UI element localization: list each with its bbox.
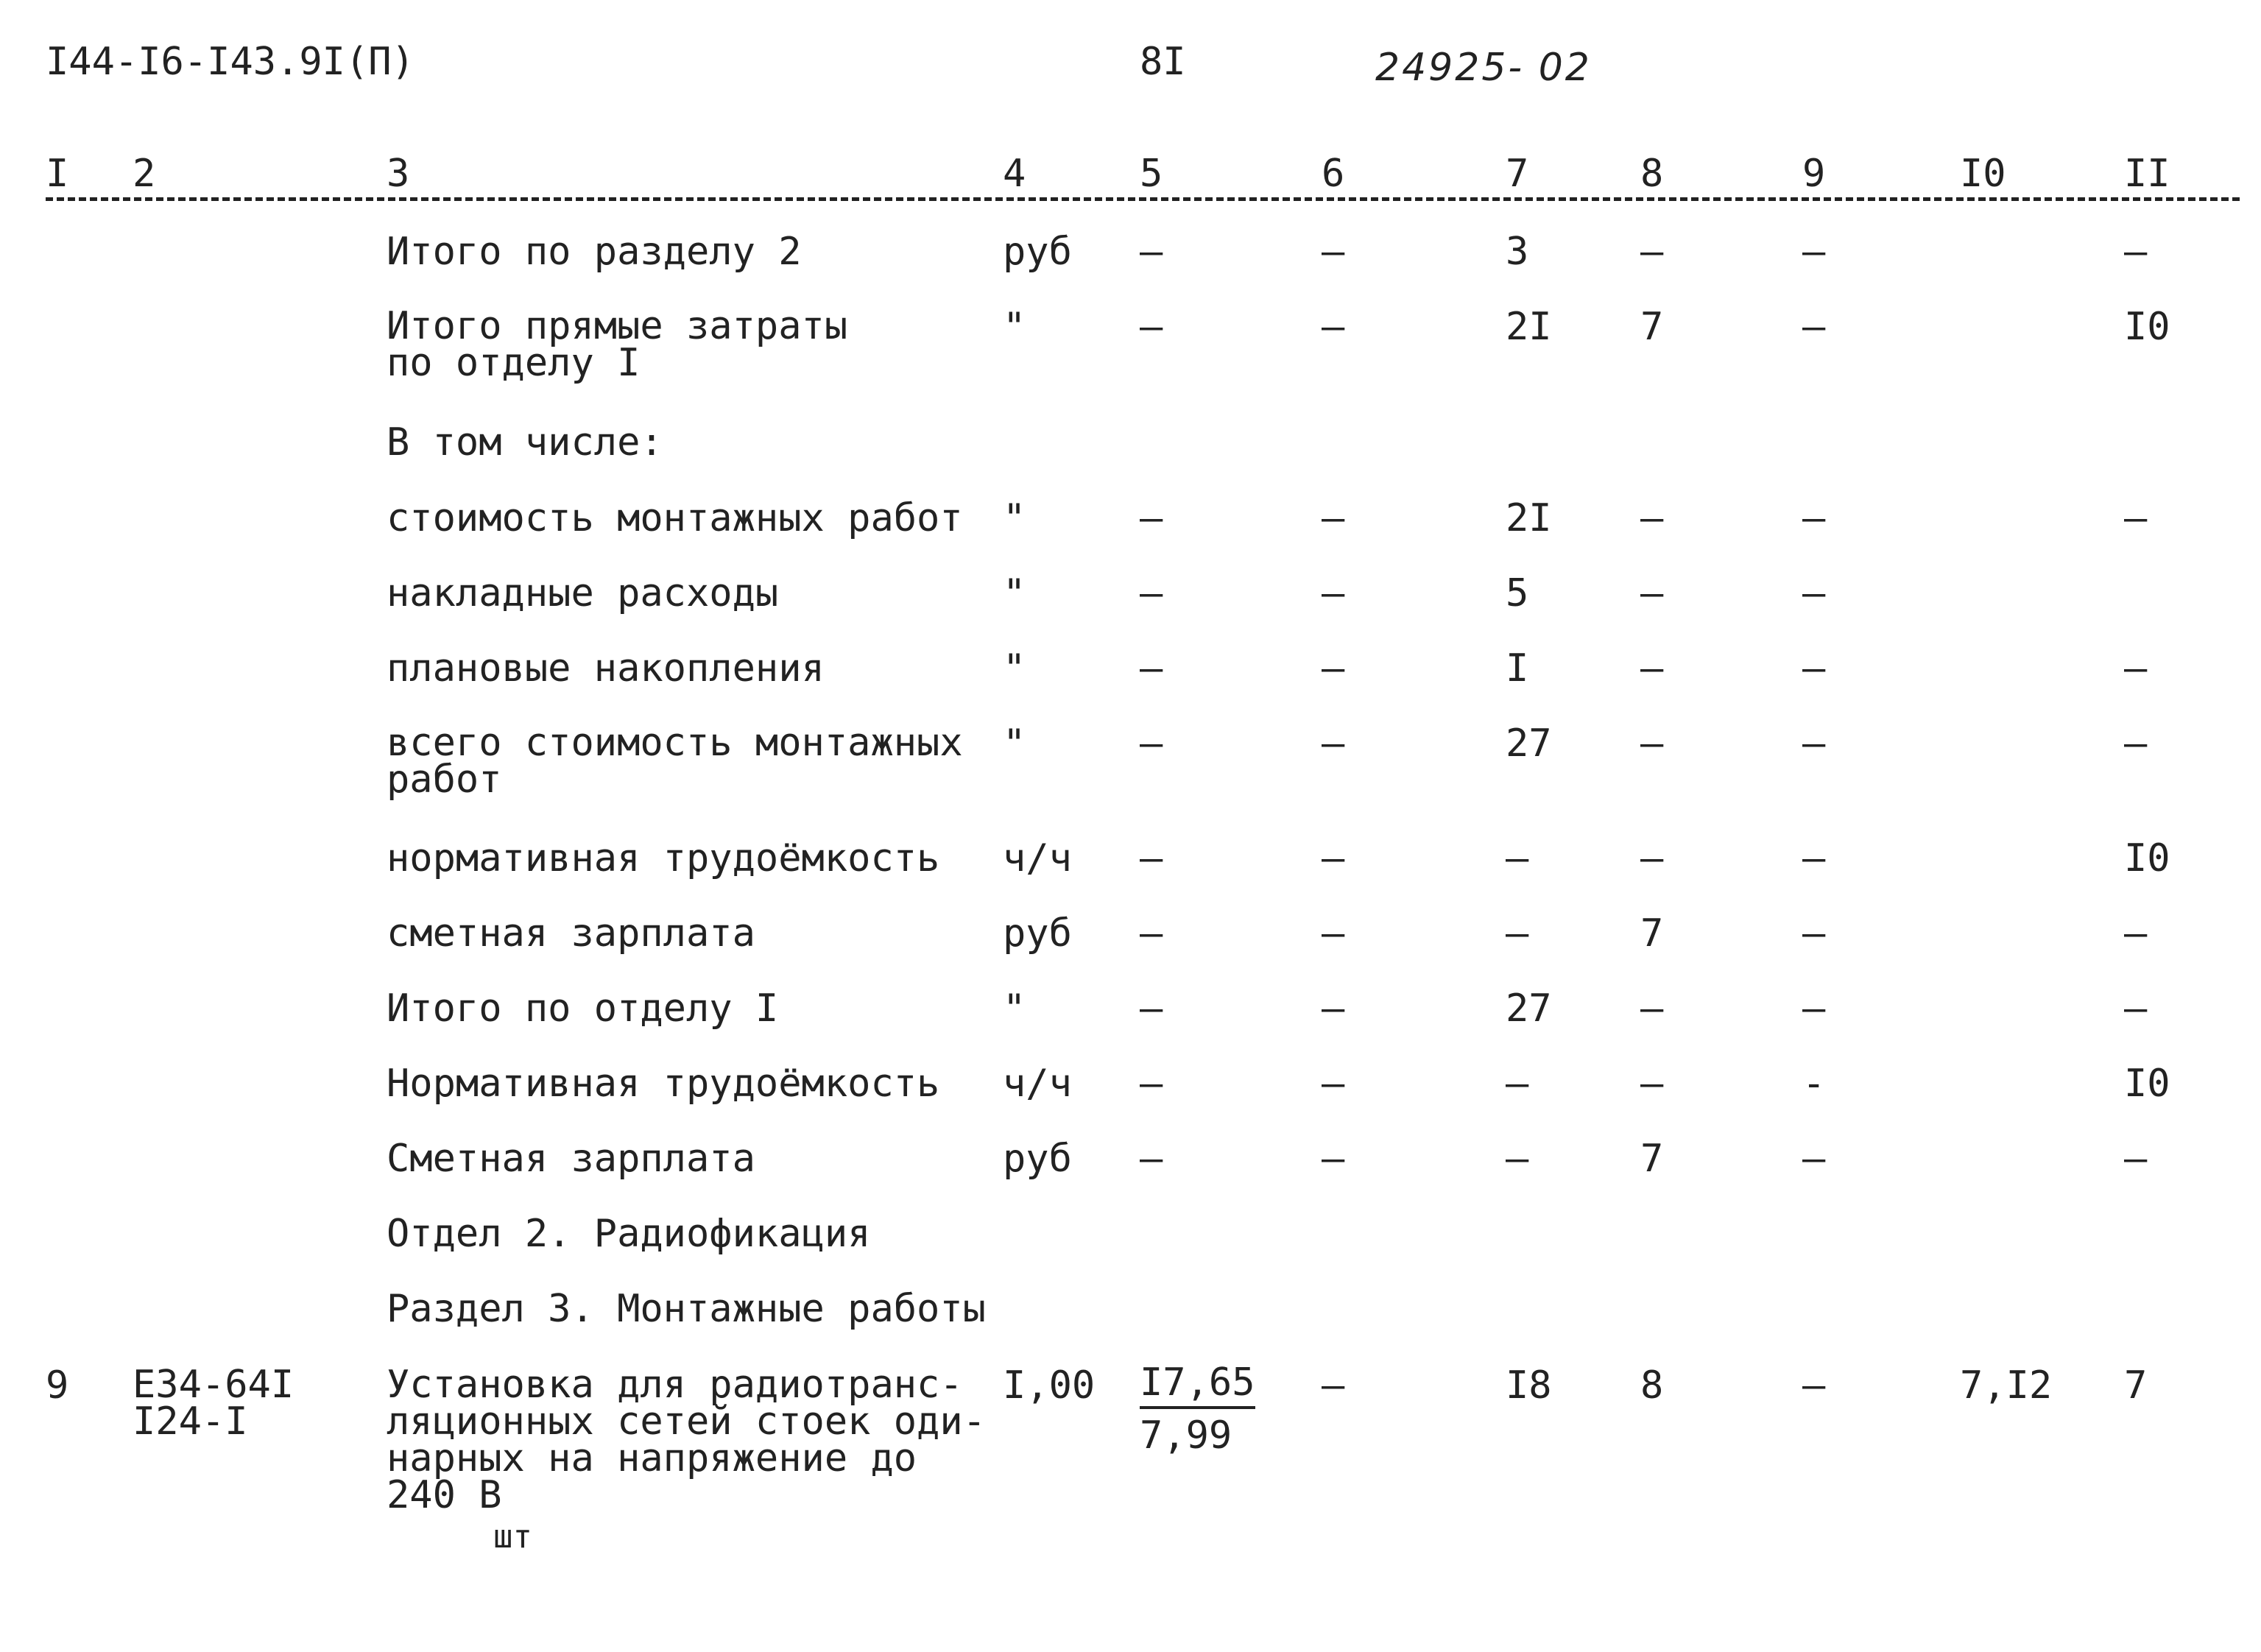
row-10-col9: -	[1802, 1062, 1826, 1106]
row-10-description: Нормативная трудоёмкость	[387, 1062, 940, 1106]
row-1-col5: –	[1140, 305, 1163, 349]
row-11-description: Сметная зарплата	[387, 1137, 755, 1181]
row-3-col7: 2I	[1506, 496, 1552, 540]
row-14-number: 9	[46, 1363, 69, 1408]
col-header-3: 3	[387, 152, 410, 196]
row-4-col7: 5	[1506, 571, 1529, 615]
row-10-col8: –	[1640, 1062, 1664, 1106]
row-4-col6: –	[1322, 571, 1345, 615]
row-6-col9: –	[1802, 721, 1826, 766]
row-9-unit: "	[1003, 986, 1026, 1031]
row-5-col9: –	[1802, 646, 1826, 691]
row-2-description: В том числе:	[387, 420, 663, 465]
row-9-col6: –	[1322, 986, 1345, 1031]
row-11-col6: –	[1322, 1137, 1345, 1181]
col-header-11: II	[2124, 152, 2170, 196]
col-header-6: 6	[1322, 152, 1345, 196]
row-6-description: всего стоимость монтажных работ	[387, 721, 963, 802]
row-13-description: Раздел 3. Монтажные работы	[387, 1287, 986, 1331]
row-8-col6: –	[1322, 911, 1345, 956]
row-9-col7: 27	[1506, 986, 1552, 1031]
row-9-col8: –	[1640, 986, 1664, 1031]
row-4-col9: –	[1802, 571, 1826, 615]
row-11-col9: –	[1802, 1137, 1826, 1181]
row-14-col5-numerator: I7,65	[1140, 1363, 1255, 1409]
col-header-4: 4	[1003, 152, 1026, 196]
row-10-col5: –	[1140, 1062, 1163, 1106]
row-0-col11: –	[2124, 230, 2148, 274]
row-14-code: Е34-64I I24-I	[133, 1363, 294, 1444]
row-3-col11: –	[2124, 496, 2148, 540]
row-7-col11: I0	[2124, 836, 2170, 880]
row-0-col6: –	[1322, 230, 1345, 274]
row-5-unit: "	[1003, 646, 1026, 691]
row-0-unit: руб	[1003, 230, 1072, 274]
row-0-description: Итого по разделу 2	[387, 230, 802, 274]
row-10-col11: I0	[2124, 1062, 2170, 1106]
row-0-col7: 3	[1506, 230, 1529, 274]
page-number: 8I	[1140, 40, 1186, 84]
col-header-8: 8	[1640, 152, 1664, 196]
row-3-col5: –	[1140, 496, 1163, 540]
row-0-col8: –	[1640, 230, 1664, 274]
row-10-unit: ч/ч	[1003, 1062, 1072, 1106]
row-7-col8: –	[1640, 836, 1664, 880]
row-5-col5: –	[1140, 646, 1163, 691]
row-5-col11: –	[2124, 646, 2148, 691]
row-5-description: плановые накопления	[387, 646, 825, 691]
row-8-unit: руб	[1003, 911, 1072, 956]
row-4-col5: –	[1140, 571, 1163, 615]
row-7-col5: –	[1140, 836, 1163, 880]
row-1-col8: 7	[1640, 305, 1664, 349]
row-10-col7: –	[1506, 1062, 1529, 1106]
row-7-col6: –	[1322, 836, 1345, 880]
registration-stamp: 24925- 02	[1375, 46, 1592, 90]
row-4-unit: "	[1003, 571, 1026, 615]
row-8-col7: –	[1506, 911, 1529, 956]
col-header-5: 5	[1140, 152, 1163, 196]
row-4-col8: –	[1640, 571, 1664, 615]
row-5-col6: –	[1322, 646, 1345, 691]
row-8-description: сметная зарплата	[387, 911, 755, 956]
row-1-col7: 2I	[1506, 305, 1552, 349]
row-6-col6: –	[1322, 721, 1345, 766]
row-7-description: нормативная трудоёмкость	[387, 836, 940, 880]
row-6-col5: –	[1140, 721, 1163, 766]
row-8-col11: –	[2124, 911, 2148, 956]
row-0-col9: –	[1802, 230, 1826, 274]
row-11-unit: руб	[1003, 1137, 1072, 1181]
row-1-unit: "	[1003, 305, 1026, 349]
row-14-col8: 8	[1640, 1363, 1664, 1408]
row-14-quantity: I,00	[1003, 1363, 1096, 1408]
col-header-10: I0	[1960, 152, 2006, 196]
row-3-col6: –	[1322, 496, 1345, 540]
col-header-9: 9	[1802, 152, 1826, 196]
row-7-col9: –	[1802, 836, 1826, 880]
row-1-col9: –	[1802, 305, 1826, 349]
row-14-col6: –	[1322, 1363, 1345, 1408]
row-5-col7: I	[1506, 646, 1529, 691]
row-3-unit: "	[1003, 496, 1026, 540]
row-14-col5-fraction	[1140, 1360, 1255, 1458]
row-14-col9: –	[1802, 1363, 1826, 1408]
row-14-description: Установка для радиотранс- ляционных сетей стоек оди- нарных на напряжение до 240 В	[387, 1363, 986, 1517]
row-9-col11: –	[2124, 986, 2148, 1031]
row-10-col6: –	[1322, 1062, 1345, 1106]
header-divider	[46, 197, 2240, 201]
row-11-col7: –	[1506, 1137, 1529, 1181]
row-12-description: Отдел 2. Радиофикация	[387, 1212, 871, 1256]
row-1-description: Итого прямые затраты по отделу I	[387, 304, 848, 385]
row-9-col5: –	[1140, 986, 1163, 1031]
row-1-col11: I0	[2124, 305, 2170, 349]
row-8-col9: –	[1802, 911, 1826, 956]
row-6-col7: 27	[1506, 721, 1552, 766]
row-11-col11: –	[2124, 1137, 2148, 1181]
row-0-col5: –	[1140, 230, 1163, 274]
row-6-col11: –	[2124, 721, 2148, 766]
row-5-col8: –	[1640, 646, 1664, 691]
row-14-col5-denominator: 7,99	[1140, 1413, 1232, 1458]
row-3-description: стоимость монтажных работ	[387, 496, 963, 540]
row-9-col9: –	[1802, 986, 1826, 1031]
row-8-col5: –	[1140, 911, 1163, 956]
row-7-unit: ч/ч	[1003, 836, 1072, 880]
row-6-col8: –	[1640, 721, 1664, 766]
col-header-7: 7	[1506, 152, 1529, 196]
row-11-col8: 7	[1640, 1137, 1664, 1181]
unit-note: шт	[493, 1518, 532, 1556]
row-4-description: накладные расходы	[387, 571, 779, 615]
row-11-col5: –	[1140, 1137, 1163, 1181]
row-7-col7: –	[1506, 836, 1529, 880]
row-14-col7: I8	[1506, 1363, 1552, 1408]
row-14-col10: 7,I2	[1960, 1363, 2053, 1408]
document-code: I44-I6-I43.9I(П)	[46, 40, 415, 84]
row-3-col9: –	[1802, 496, 1826, 540]
col-header-1: I	[46, 152, 69, 196]
row-3-col8: –	[1640, 496, 1664, 540]
row-6-unit: "	[1003, 721, 1026, 766]
row-8-col8: 7	[1640, 911, 1664, 956]
row-1-col6: –	[1322, 305, 1345, 349]
row-9-description: Итого по отделу I	[387, 986, 779, 1031]
col-header-2: 2	[133, 152, 156, 196]
row-14-col11: 7	[2124, 1363, 2148, 1408]
